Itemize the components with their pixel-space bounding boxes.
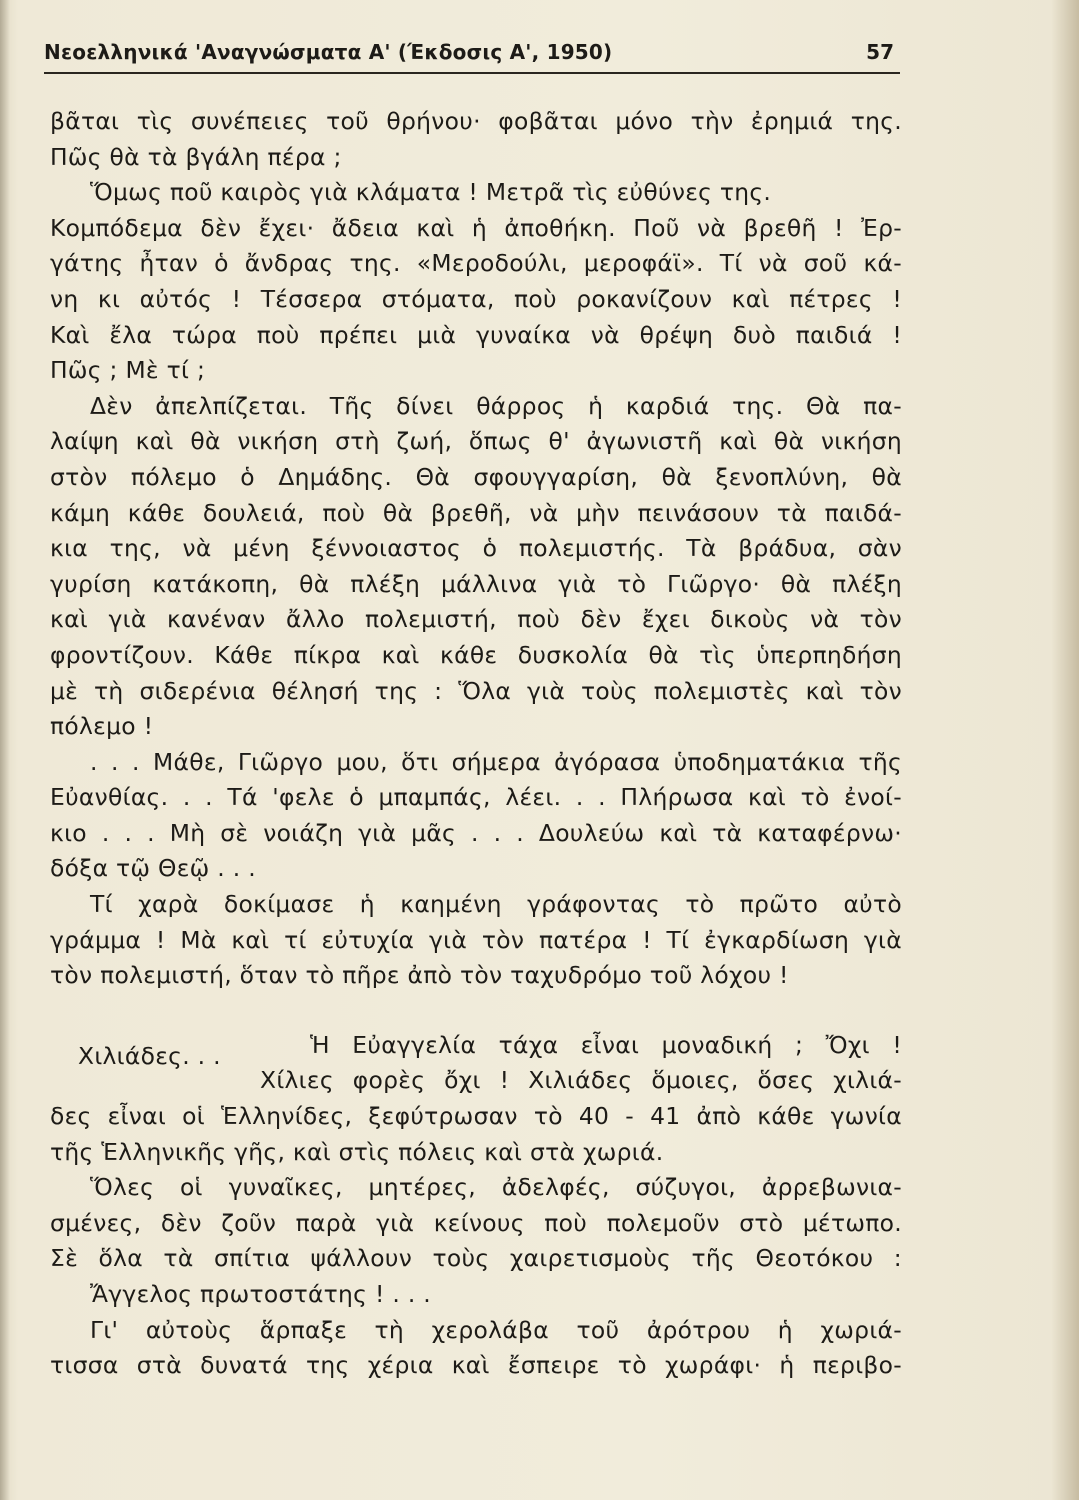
text-line: Πῶς θὰ τὰ βγάλη πέρα ; bbox=[50, 142, 342, 171]
text-line: Ἡ Εὐαγγελία τάχα εἶναι μοναδική ; Ὄχι ! bbox=[310, 1030, 902, 1059]
text-line: Σὲ ὅλα τὰ σπίτια ψάλλουν τοὺς χαιρετισμοὺς τῆς Θεοτόκου : bbox=[50, 1244, 902, 1273]
text-line: Καὶ ἔλα τώρα ποὺ πρέπει μιὰ γυναίκα νὰ θρέψη δυὸ παιδιά ! bbox=[50, 320, 902, 349]
text-line: Κομπόδεμα δὲν ἔχει· ἄδεια καὶ ἡ ἀποθήκη. Ποῦ νὰ βρεθῆ ! Ἐρ- bbox=[50, 213, 902, 242]
text-line: κια της, νὰ μένη ξέννοιαστος ὁ πολεμιστής. Τὰ βράδυα, σὰν bbox=[50, 534, 902, 563]
section-gap bbox=[50, 994, 902, 1028]
page-spine-shadow bbox=[1051, 0, 1079, 1500]
text-line: δόξα τῷ Θεῷ . . . bbox=[50, 854, 256, 883]
text-line: τῆς Ἑλληνικῆς γῆς, καὶ στὶς πόλεις καὶ στὰ χωριά. bbox=[50, 1137, 664, 1166]
text-line: γάτης ἦταν ὁ ἄνδρας της. «Μεροδούλι, μεροφάϊ». Τί νὰ σοῦ κά- bbox=[50, 249, 902, 278]
text-line: Πῶς ; Μὲ τί ; bbox=[50, 356, 206, 385]
text-line: βᾶται τὶς συνέπειες τοῦ θρήνου· φοβᾶται μόνο τὴν ἐρημιά της. bbox=[50, 107, 902, 135]
text-line: καὶ γιὰ κανέναν ἄλλο πολεμιστή, ποὺ δὲν ἔχει δικοὺς νὰ τὸν bbox=[50, 605, 902, 634]
text-line: . . . Μάθε, Γιῶργο μου, ὅτι σήμερα ἀγόρασα ὑποδηματάκια τῆς bbox=[90, 747, 902, 776]
text-line: φροντίζουν. Κάθε πίκρα καὶ κάθε δυσκολία θὰ τὶς ὑπερπηδήση bbox=[50, 640, 902, 669]
text-line: Εὐανθίας. . . Τά 'φελε ὁ μπαμπάς, λέει. . . Πλήρωσα καὶ τὸ ἐνοί- bbox=[50, 783, 902, 812]
text-line: τισσα στὰ δυνατά της χέρια καὶ ἔσπειρε τὸ χωράφι· ἡ περιβο- bbox=[50, 1351, 902, 1380]
header-rule bbox=[44, 72, 900, 74]
running-header bbox=[44, 38, 900, 72]
text-line: κάμη κάθε δουλειά, ποὺ θὰ βρεθῆ, νὰ μὴν πεινάσουν τὰ παιδά- bbox=[50, 498, 902, 527]
header-title: Νεοελληνικά 'Αναγνώσματα Α' (Έκδοσις Α', 1950) bbox=[44, 40, 613, 64]
text-line: κιο . . . Μὴ σὲ νοιάζη γιὰ μᾶς . . . Δουλεύω καὶ τὰ καταφέρνω· bbox=[50, 818, 902, 847]
page-left-edge bbox=[0, 0, 10, 1500]
text-line: πόλεμο ! bbox=[50, 712, 154, 741]
text-line: τὸν πολεμιστή, ὅταν τὸ πῆρε ἀπὸ τὸν ταχυδρόμο τοῦ λόχου ! bbox=[50, 961, 789, 990]
text-line: γυρίση κατάκοπη, θὰ πλέξη μάλλινα γιὰ τὸ Γιῶργο· θὰ πλέξη bbox=[50, 569, 902, 598]
page-number: 57 bbox=[866, 40, 894, 64]
text-line: Χίλιες φορὲς ὄχι ! Χιλιάδες ὅμοιες, ὅσες χιλιά- bbox=[260, 1066, 902, 1095]
text-line: λαίψη καὶ θὰ νικήση στὴ ζωή, ὅπως θ' ἀγωνιστῆ καὶ θὰ νικήση bbox=[50, 427, 902, 456]
text-line: στὸν πόλεμο ὁ Δημάδης. Θὰ σφουγγαρίση, θὰ ξενοπλύνη, θὰ bbox=[50, 462, 902, 491]
side-heading: Χιλιάδες. . . bbox=[78, 1041, 221, 1070]
text-line: γράμμα ! Μὰ καὶ τί εὐτυχία γιὰ τὸν πατέρα ! Τί ἐγκαρδίωση γιὰ bbox=[50, 925, 902, 954]
text-line: Τί χαρὰ δοκίμασε ἡ καημένη γράφοντας τὸ πρῶτο αὐτὸ bbox=[90, 890, 902, 919]
text-line: Ὅμως ποῦ καιρὸς γιὰ κλάματα ! Μετρᾶ τὶς εὐθύνες της. bbox=[90, 178, 772, 207]
text-line: Δὲν ἀπελπίζεται. Τῆς δίνει θάρρος ἡ καρδιά της. Θὰ πα- bbox=[90, 391, 902, 420]
text-line: Ὅλες οἱ γυναῖκες, μητέρες, ἀδελφές, σύζυγοι, ἀρρεβωνια- bbox=[90, 1173, 902, 1202]
body-text bbox=[50, 104, 902, 1384]
text-line: νη κι αὐτός ! Τέσσερα στόματα, ποὺ ροκανίζουν καὶ πέτρες ! bbox=[50, 284, 902, 313]
text-line: Γι' αὐτοὺς ἅρπαξε τὴ χερολάβα τοῦ ἀρότρου ἡ χωριά- bbox=[90, 1315, 902, 1344]
text-line: Ἄγγελος πρωτοστάτης ! . . . bbox=[90, 1280, 432, 1308]
text-line: σμένες, δὲν ζοῦν παρὰ γιὰ κείνους ποὺ πολεμοῦν στὸ μέτωπο. bbox=[50, 1208, 902, 1237]
section-chiliades bbox=[50, 1028, 902, 1099]
text-line: μὲ τὴ σιδερένια θέλησή της : Ὅλα γιὰ τοὺς πολεμιστὲς καὶ τὸν bbox=[50, 676, 902, 705]
text-line: δες εἶναι οἱ Ἑλληνίδες, ξεφύτρωσαν τὸ 40 - 41 ἀπὸ κάθε γωνία bbox=[50, 1102, 902, 1131]
